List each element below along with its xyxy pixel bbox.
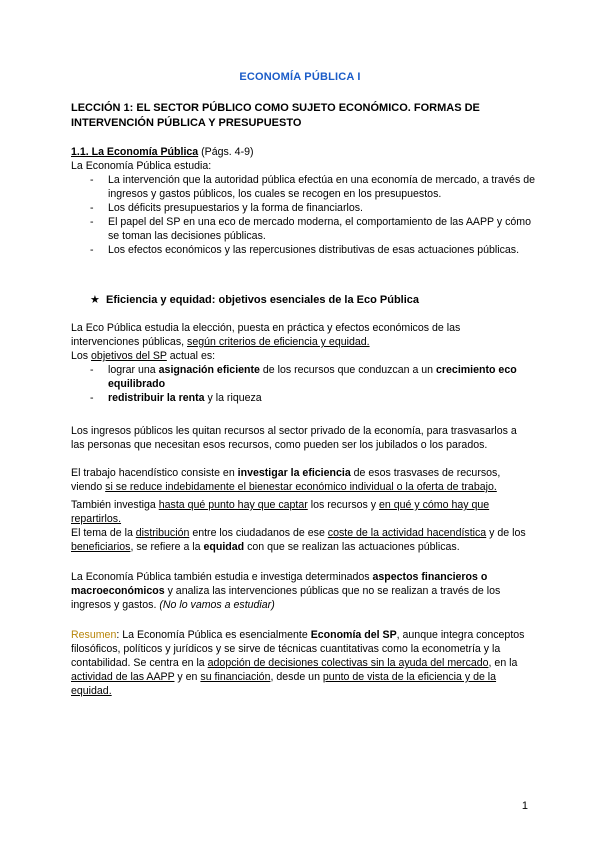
section-intro: La Economía Pública estudia: bbox=[71, 160, 212, 172]
star-icon: ★ bbox=[90, 294, 100, 306]
text: actual es: bbox=[166, 350, 216, 362]
paragraph-4: También investiga hasta qué punto hay que captar los recursos y en qué y cómo hay que repartirlos. bbox=[71, 499, 490, 525]
underlined-text: según criterios de eficiencia y equidad. bbox=[187, 336, 370, 348]
lesson-title: LECCIÓN 1: EL SECTOR PÚBLICO COMO SUJETO ECONÓMICO. FORMAS DE INTERVENCIÓN PÚBLICA Y PRESUPUESTO bbox=[71, 102, 480, 129]
list-item: - La intervención que la autoridad pública efectúa en una economía de mercado, a través de ingresos y gastos públicos, los cuales se recogen en los presupuestos. bbox=[71, 173, 541, 201]
paragraph-6: La Economía Pública también estudia e investiga determinados aspectos financieros o macroeconómicos y analiza las intervenciones públicas que no se realizan a través de los ingresos y gastos. (No lo vamos a estudiar) bbox=[71, 571, 501, 611]
section-heading bbox=[71, 145, 531, 159]
underlined-text: objetivos del SP bbox=[91, 350, 167, 362]
page-number: 1 bbox=[521, 800, 528, 812]
objectives-intro bbox=[71, 349, 531, 363]
star-heading bbox=[90, 293, 419, 307]
section-title: 1.1. La Economía Pública bbox=[71, 146, 199, 158]
text: Los bbox=[71, 350, 92, 362]
list-item: - Los déficits presupuestarios y la forma de financiarlos. bbox=[71, 201, 541, 215]
section-pages: (Págs. 4-9) bbox=[201, 146, 254, 158]
objectives-list bbox=[71, 363, 541, 405]
summary-label: Resumen bbox=[71, 629, 117, 641]
document-title: ECONOMÍA PÚBLICA I bbox=[239, 71, 361, 83]
text: La Eco Pública estudia la elección, puesta en práctica y efectos económicos de las intervenciones públicas, bbox=[71, 322, 461, 348]
summary-paragraph: Resumen: La Economía Pública es esencialmente Economía del SP, aunque integra conceptos filosóficos, políticos y jurídicos y se sirve de técnicas cuantitativas como la econometría y la contabilidad. Se centra en la adopción de decisiones colectivas sin la ayuda del mercado, en la actividad de las AAPP y en su financiación, desde un punto de vista de la eficiencia y de la equidad. bbox=[71, 629, 525, 697]
paragraph-1 bbox=[71, 321, 531, 349]
paragraph-5: El tema de la distribución entre los ciudadanos de ese coste de la actividad hacendística y de los beneficiarios, se refiere a la equidad con que se realizan las actuaciones públicas. bbox=[71, 527, 526, 553]
paragraph-2: Los ingresos públicos les quitan recursos al sector privado de la economía, para trasvasarlos a las personas que necesitan esos recursos, como pueden ser los jubilados o los parados. bbox=[71, 425, 517, 451]
list-item: - lograr una asignación eficiente de los recursos que conduzcan a un crecimiento eco equilibrado bbox=[71, 363, 541, 391]
list-item: - Los efectos económicos y las repercusiones distributivas de esas actuaciones públicas. bbox=[71, 243, 541, 257]
paragraph-3: El trabajo hacendístico consiste en investigar la eficiencia de esos trasvases de recursos, viendo si se reduce indebidamente el bienestar económico individual o la oferta de trabajo. bbox=[71, 467, 501, 493]
star-heading-text: Eficiencia y equidad: objetivos esenciales de la Eco Pública bbox=[106, 294, 420, 306]
list-item: - redistribuir la renta y la riqueza bbox=[71, 391, 541, 405]
list-item: - El papel del SP en una eco de mercado moderna, el comportamiento de las AAPP y cómo se toman las decisiones públicas. bbox=[71, 215, 541, 243]
study-list bbox=[71, 173, 541, 257]
